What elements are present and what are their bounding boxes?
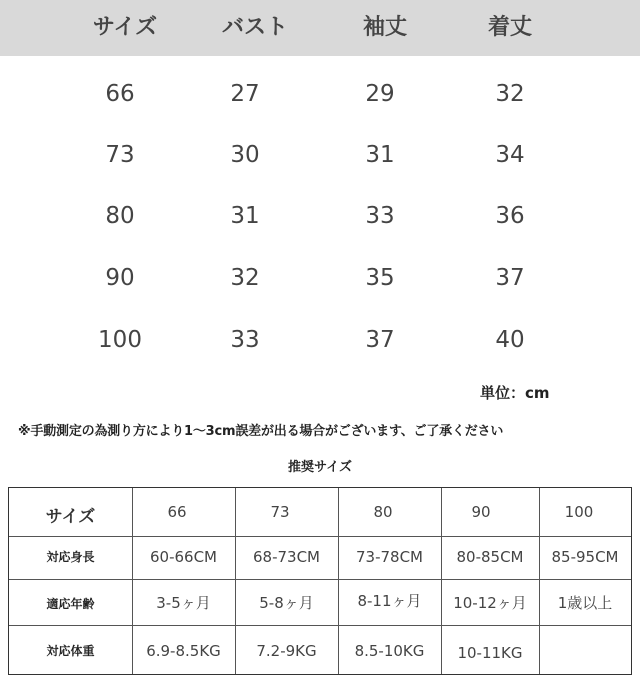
rec-weight: 7.2-9KG bbox=[256, 642, 317, 660]
table-cell: 35 bbox=[365, 265, 395, 291]
rec-size: 73 bbox=[270, 503, 290, 521]
header-bust: バスト bbox=[221, 15, 288, 40]
rec-height: 73-78CM bbox=[355, 548, 423, 566]
header-size: サイズ bbox=[92, 15, 158, 40]
table-cell: 40 bbox=[495, 327, 525, 353]
rec-size: 100 bbox=[564, 503, 594, 521]
table-cell: 32 bbox=[495, 81, 525, 107]
rec-size: 80 bbox=[373, 503, 393, 521]
table-cell: 33 bbox=[365, 203, 395, 229]
rec-age: 3-5ヶ月 bbox=[156, 594, 211, 612]
table-cell: 31 bbox=[365, 142, 395, 168]
table-cell: 80 bbox=[105, 203, 135, 229]
recommend-table bbox=[8, 487, 632, 675]
rec-age: 8-11ヶ月 bbox=[357, 592, 422, 610]
row-label-weight: 対応体重 bbox=[46, 644, 95, 658]
rec-age: 5-8ヶ月 bbox=[259, 594, 314, 612]
rec-age: 1歳以上 bbox=[557, 594, 613, 612]
header-length: 着丈 bbox=[487, 15, 532, 40]
rec-weight: 8.5-10KG bbox=[354, 642, 425, 660]
rec-height: 85-95CM bbox=[551, 548, 619, 566]
rec-age: 10-12ヶ月 bbox=[453, 594, 527, 612]
table-cell: 27 bbox=[230, 81, 260, 107]
table-cell: 100 bbox=[98, 327, 142, 353]
row-label-age: 適応年齢 bbox=[46, 597, 95, 611]
table-cell: 36 bbox=[495, 203, 525, 229]
table-cell: 90 bbox=[105, 265, 135, 291]
header-sleeve: 袖丈 bbox=[362, 15, 407, 40]
unit-label: 単位：cm bbox=[480, 384, 550, 402]
row-label-height: 対応身長 bbox=[46, 550, 95, 564]
rec-weight: 6.9-8.5KG bbox=[146, 642, 221, 660]
table-cell: 30 bbox=[230, 142, 260, 168]
row-label-size: サイズ bbox=[45, 507, 96, 527]
table-cell: 32 bbox=[230, 265, 260, 291]
table-cell: 37 bbox=[495, 265, 525, 291]
table-cell: 34 bbox=[495, 142, 525, 168]
rec-height: 68-73CM bbox=[252, 548, 320, 566]
table-cell: 33 bbox=[230, 327, 260, 353]
rec-size: 66 bbox=[167, 503, 187, 521]
rec-height: 80-85CM bbox=[456, 548, 524, 566]
rec-size: 90 bbox=[471, 503, 491, 521]
table-cell: 73 bbox=[105, 142, 135, 168]
table-cell: 37 bbox=[365, 327, 395, 353]
measurement-note: ※手動測定の為測り方により1～3cm誤差が出る場合がございます、ご了承ください bbox=[18, 424, 504, 439]
table-cell: 29 bbox=[365, 81, 395, 107]
table-cell: 66 bbox=[105, 81, 135, 107]
rec-weight: 10-11KG bbox=[457, 644, 523, 662]
recommend-title: 推奨サイズ bbox=[288, 460, 352, 475]
rec-height: 60-66CM bbox=[149, 548, 217, 566]
table-cell: 31 bbox=[230, 203, 260, 229]
